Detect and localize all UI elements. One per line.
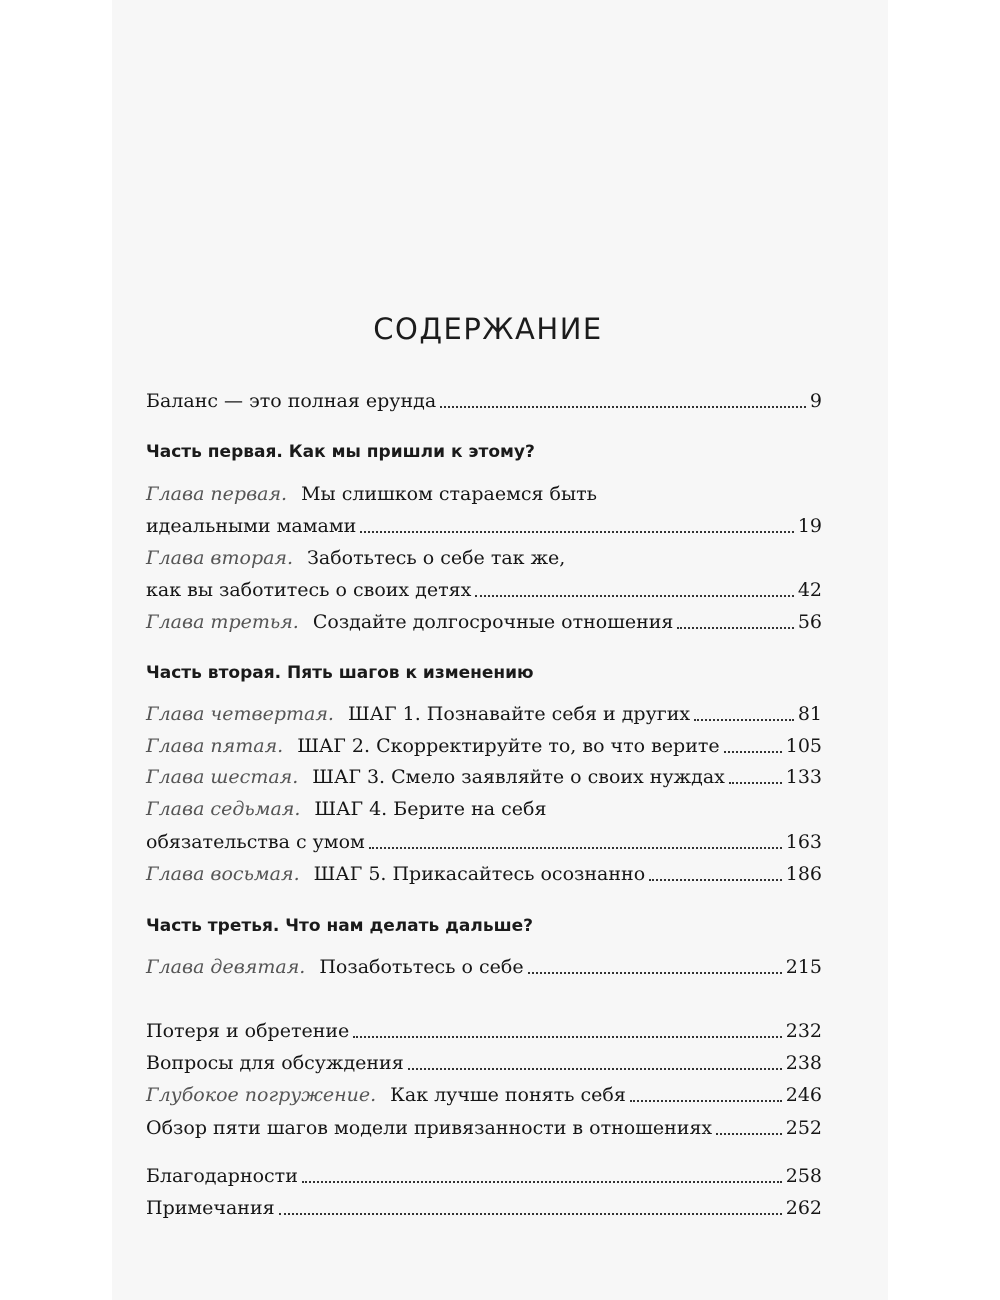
chapter-label: Глава восьмая.: [146, 863, 300, 885]
dot-leader: [724, 749, 782, 753]
entry-text: Позаботьтесь о себе: [319, 956, 524, 978]
page-number: 238: [785, 1052, 822, 1074]
toc-entry-loss: [146, 1018, 822, 1044]
dot-leader: [408, 1066, 782, 1070]
entry-text: как вы заботитесь о своих детях: [146, 579, 472, 601]
dot-leader: [302, 1179, 782, 1183]
page-number: 56: [797, 611, 822, 633]
chapter-label: Глава вторая.: [146, 547, 294, 569]
page-number: 163: [785, 831, 822, 853]
page-number: 186: [785, 863, 822, 885]
toc-entry-ch2-line2: [146, 577, 822, 603]
chapter-label: Глава пятая.: [146, 735, 284, 757]
toc-entry-ch1-line1: [146, 481, 822, 507]
chapter-label: Глубокое погружение.: [146, 1084, 377, 1106]
entry-text: идеальными мамами: [146, 515, 357, 537]
dot-leader: [279, 1211, 782, 1215]
entry-text: ШАГ 5. Прикасайтесь осознанно: [313, 863, 646, 885]
page-number: 42: [797, 579, 822, 601]
entry-text: ШАГ 3. Смело заявляйте о своих нуждах: [312, 766, 725, 788]
chapter-label: Глава шестая.: [146, 766, 299, 788]
toc-entry-ch8: [146, 861, 822, 887]
page-number: 133: [785, 766, 822, 788]
toc-entry-notes: [146, 1195, 822, 1221]
toc-entry-ch2-line1: [146, 545, 822, 571]
toc-entry-intro: [146, 388, 822, 414]
toc-entry-ch5: [146, 733, 822, 759]
page-title: СОДЕРЖАНИЕ: [373, 312, 603, 346]
entry-text: Баланс — это полная ерунда: [146, 390, 437, 412]
entry-text: обязательства с умом: [146, 831, 365, 853]
entry-text: Обзор пяти шагов модели привязанности в отношениях: [146, 1117, 713, 1139]
toc-entry-ch9: [146, 954, 822, 980]
part-heading-2: Часть вторая. Пять шагов к изменению: [146, 663, 534, 683]
page-number: 232: [785, 1020, 822, 1042]
chapter-label: Глава девятая.: [146, 956, 306, 978]
entry-text: ШАГ 4. Берите на себя: [314, 798, 547, 820]
page-number: 258: [785, 1165, 822, 1187]
dot-leader: [694, 717, 794, 721]
page-number: 252: [785, 1117, 822, 1139]
toc-entry-ch7-line1: [146, 796, 822, 822]
toc-entry-ch4: [146, 701, 822, 727]
chapter-label: Глава четвертая.: [146, 703, 334, 725]
entry-text: Вопросы для обсуждения: [146, 1052, 404, 1074]
toc-entry-deep-dive: [146, 1082, 822, 1108]
entry-text: Благодарности: [146, 1165, 298, 1187]
page-number: 105: [785, 735, 822, 757]
page-number: 215: [785, 956, 822, 978]
toc-entry-ch3: [146, 609, 822, 635]
entry-text: Как лучше понять себя: [390, 1084, 626, 1106]
toc-entry-ch7-line2: [146, 829, 822, 855]
page-number: 81: [797, 703, 822, 725]
toc-entry-overview: [146, 1115, 822, 1141]
entry-text: ШАГ 1. Познавайте себя и других: [347, 703, 691, 725]
page-number: 9: [809, 390, 822, 412]
dot-leader: [353, 1034, 781, 1038]
toc-entry-ch6: [146, 764, 822, 790]
page-number: 246: [785, 1084, 822, 1106]
chapter-label: Глава седьмая.: [146, 798, 301, 820]
toc-entry-questions: [146, 1050, 822, 1076]
entry-text: Заботьтесь о себе так же,: [307, 547, 566, 569]
chapter-label: Глава третья.: [146, 611, 299, 633]
entry-text: ШАГ 2. Скорректируйте то, во что верите: [297, 735, 720, 757]
dot-leader: [729, 780, 782, 784]
part-heading-1: Часть первая. Как мы пришли к этому?: [146, 442, 535, 462]
dot-leader: [475, 593, 793, 597]
part-heading-3: Часть третья. Что нам делать дальше?: [146, 916, 534, 936]
dot-leader: [360, 529, 794, 533]
dot-leader: [369, 845, 782, 849]
dot-leader: [630, 1098, 782, 1102]
dot-leader: [528, 970, 782, 974]
dot-leader: [716, 1131, 782, 1135]
entry-text: Мы слишком стараемся быть: [301, 483, 597, 505]
toc-entry-thanks: [146, 1163, 822, 1189]
page-number: 19: [797, 515, 822, 537]
entry-text: Создайте долгосрочные отношения: [312, 611, 674, 633]
dot-leader: [677, 625, 793, 629]
entry-text: Потеря и обретение: [146, 1020, 350, 1042]
toc-entry-ch1-line2: [146, 513, 822, 539]
entry-text: Примечания: [146, 1197, 275, 1219]
dot-leader: [440, 404, 806, 408]
page-number: 262: [785, 1197, 822, 1219]
chapter-label: Глава первая.: [146, 483, 288, 505]
dot-leader: [649, 877, 782, 881]
